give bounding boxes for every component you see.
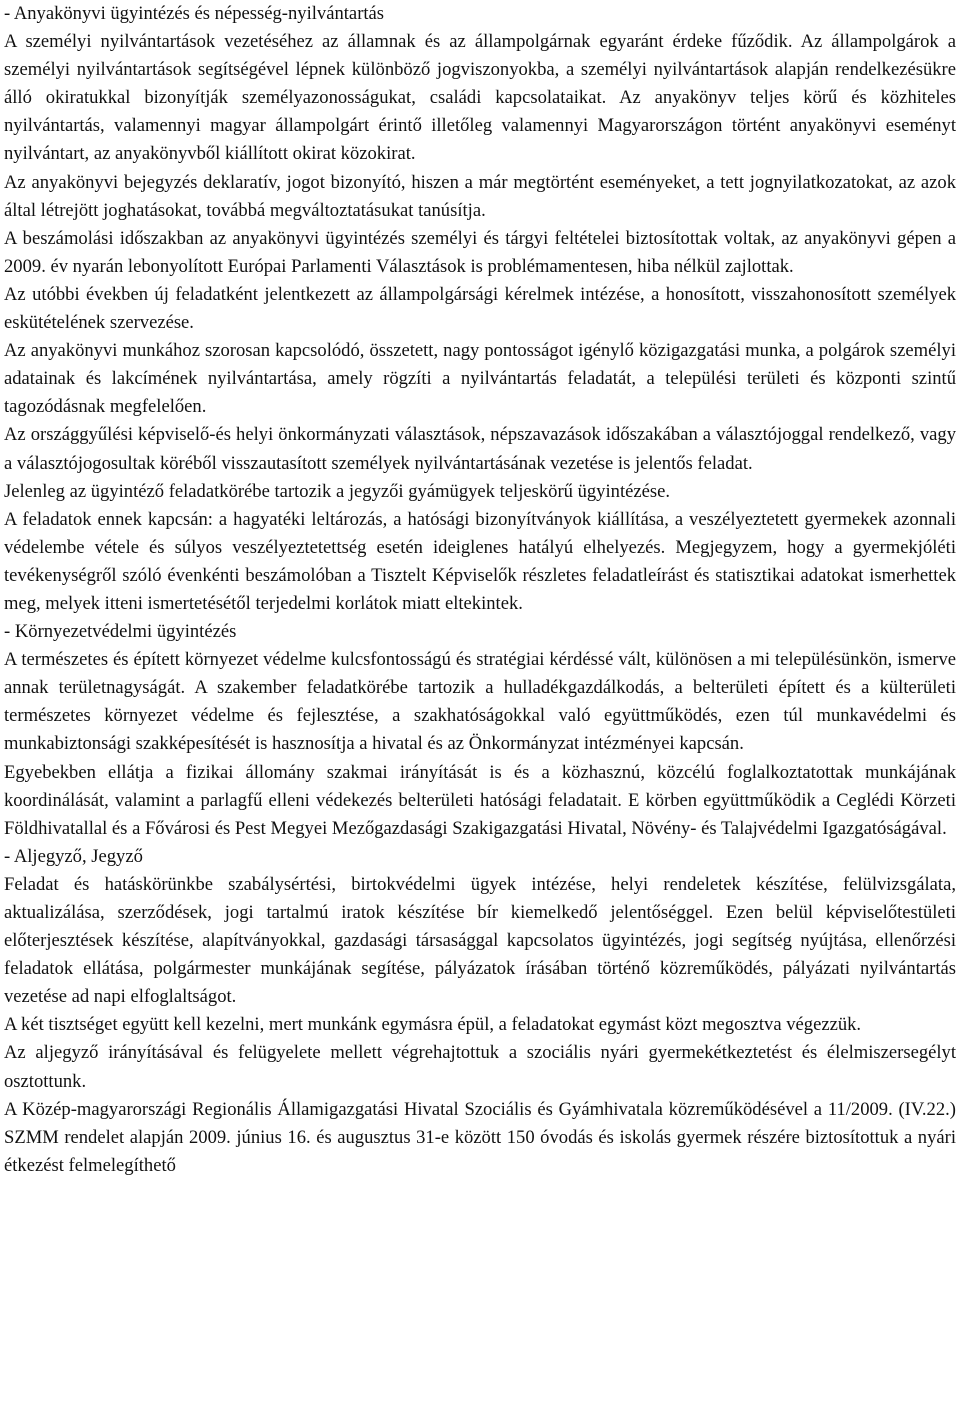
paragraph-notary-duties: Feladat és hatáskörünkbe szabálysértési, birtokvédelmi ügyek intézése, helyi rendeletek készítése, felülvizsgálata, aktualizálása, szerződések, jogi tartalmú iratok készítése bír kiemelkedő jelentőséggel. Ezen belül képviselőtestületi előterjesztések készítése, alapítványokkal, gazdasági társasággal kapcsolatos ügyintézés, jogi segítség nyújtása, ellenőrzési feladatok ellátása, polgármester munkájának segítése, pályázatok írásában történő közreműködés, pályázati nyilvántartás vezetése ad napi elfoglaltságot.: [4, 873, 956, 1008]
paragraph-tasks: A feladatok ennek kapcsán: a hagyatéki leltározás, a hatósági bizonyítványok kiállítása, a veszélyeztetett gyermekek azonnali védelembe vétele és súlyos veszélyeztetettség esetén ideiglenes hatályú elhelyezés. Megjegyzem, hogy a gyermekjóléti tevékenységről szóló évenkénti beszámolóban a Tisztelt Képviselők részletes feladatleírást és statisztikai adatokat ismerhettek meg, melyek itteni ismertetésétől terjedelmi korlátok miatt eltekintek.: [4, 508, 956, 614]
paragraph-notary-shared: A két tisztséget együtt kell kezelni, mert munkánk egymásra épül, a feladatokat egymást közt megosztva végezzük.: [4, 1014, 862, 1036]
paragraph-environment-other: Egyebekben ellátja a fizikai állomány szakmai irányítását is és a közhasznú, közcélú foglalkoztatottak munkájának koordinálását, valamint a parlagfű elleni védekezés belterületi hatósági feladatait. E körben együttműködik a Ceglédi Körzeti Földhivatallal és a Fővárosi és Pest Megyei Mezőgazdasági Szakigazgatási Hivatal, Növény- és Talajvédelmi Igazgatóságával.: [4, 761, 956, 839]
paragraph-registry-declarative: Az anyakönyvi bejegyzés deklaratív, jogot bizonyító, hiszen a már megtörtént eseményeket, a tett jognyilatkozatokat, az azok által létrejött joghatásokat, továbbá megváltoztatásukat tanúsítja.: [4, 171, 956, 221]
paragraph-population-records: Az anyakönyvi munkához szorosan kapcsolódó, összetett, nagy pontosságot igénylő közigazgatási munka, a polgárok személyi adatainak és lakcímének nyilvántartása, amely rögzíti a nyilvántartás feladatát, a települési területi és központi szintű tagozódásnak megfelelően.: [4, 340, 956, 418]
paragraph-elections: Az országgyűlési képviselő-és helyi önkormányzati választások, népszavazások időszakában a választójoggal rendelkező, vagy a választójogosultak köréből visszautasított személyek nyilvántartásának vezetése is jelentős feladat.: [4, 424, 956, 474]
section-heading-registry: - Anyakönyvi ügyintézés és népesség-nyilvántartás: [4, 3, 385, 24]
document-page: [4, 0, 956, 1180]
paragraph-environment-intro: A természetes és épített környezet védelme kulcsfontosságú és stratégiai kérdéssé vált, különösen a mi településünkön, ismerve annak területnagyságát. A szakember feladatkörébe tartozik a hulladékgazdálkodás, a belterületi épített és a külterületi természetes környezet védelme és fejlesztése, a szakhatóságokkal való együttműködés, ezen túl munkavédelmi és munkabiztonsági szakképesítését is hasznosítja a hivatal és az Önkormányzat intézményei kapcsán.: [4, 649, 956, 755]
paragraph-citizenship: Az utóbbi években új feladatként jelentkezett az állampolgársági kérelmek intézése, a honosított, visszahonosított személyek eskütételének szervezése.: [4, 283, 956, 334]
section-heading-environment: - Környezetvédelmi ügyintézés: [4, 621, 237, 643]
paragraph-reporting-period: A beszámolási időszakban az anyakönyvi ügyintézés személyi és tárgyi feltételei biztosítottak voltak, az anyakönyvi gépen a 2009. év nyarán lebonyolított Európai Parlamenti Választások is problémamentesen, hiba nélkül zajlottak.: [4, 227, 956, 277]
paragraph-guardianship: Jelenleg az ügyintéző feladatkörébe tartozik a jegyzői gyámügyek teljeskörű ügyintézése.: [4, 480, 671, 502]
paragraph-notary-welfare: Az aljegyző irányításával és felügyelete mellett végrehajtottuk a szociális nyári gyermekétkeztetést és élelmiszersegélyt osztottunk.: [4, 1042, 956, 1092]
paragraph-notary-summer-meals: A Közép-magyarországi Regionális Államigazgatási Hivatal Szociális és Gyámhivatala közreműködésével a 11/2009. (IV.22.) SZMM rendelet alapján 2009. június 16. és augusztus 31-e között 150 óvodás és iskolás gyermek részére biztosítottuk a nyári étkezést felmelegíthető: [4, 1098, 956, 1176]
section-heading-notary: - Aljegyző, Jegyző: [4, 845, 143, 867]
paragraph-registry-intro: A személyi nyilvántartások vezetéséhez az államnak és az állampolgárnak egyaránt érdeke fűződik. Az állampolgárok a személyi nyilvántartások segítségével lépnek különböző jogviszonyokba, a személyi nyilvántartások alapján rendelkezésükre álló okiratukkal bizonyítják személyazonosságukat, családi kapcsolataikat. Az anyakönyv teljes körű és közhiteles nyilvántartás, valamennyi magyar állampolgárt érintő illetőleg valamennyi Magyarországon történt anyakönyvi eseményt nyilvántart, az anyakönyvből kiállított okirat közokirat.: [4, 31, 956, 165]
